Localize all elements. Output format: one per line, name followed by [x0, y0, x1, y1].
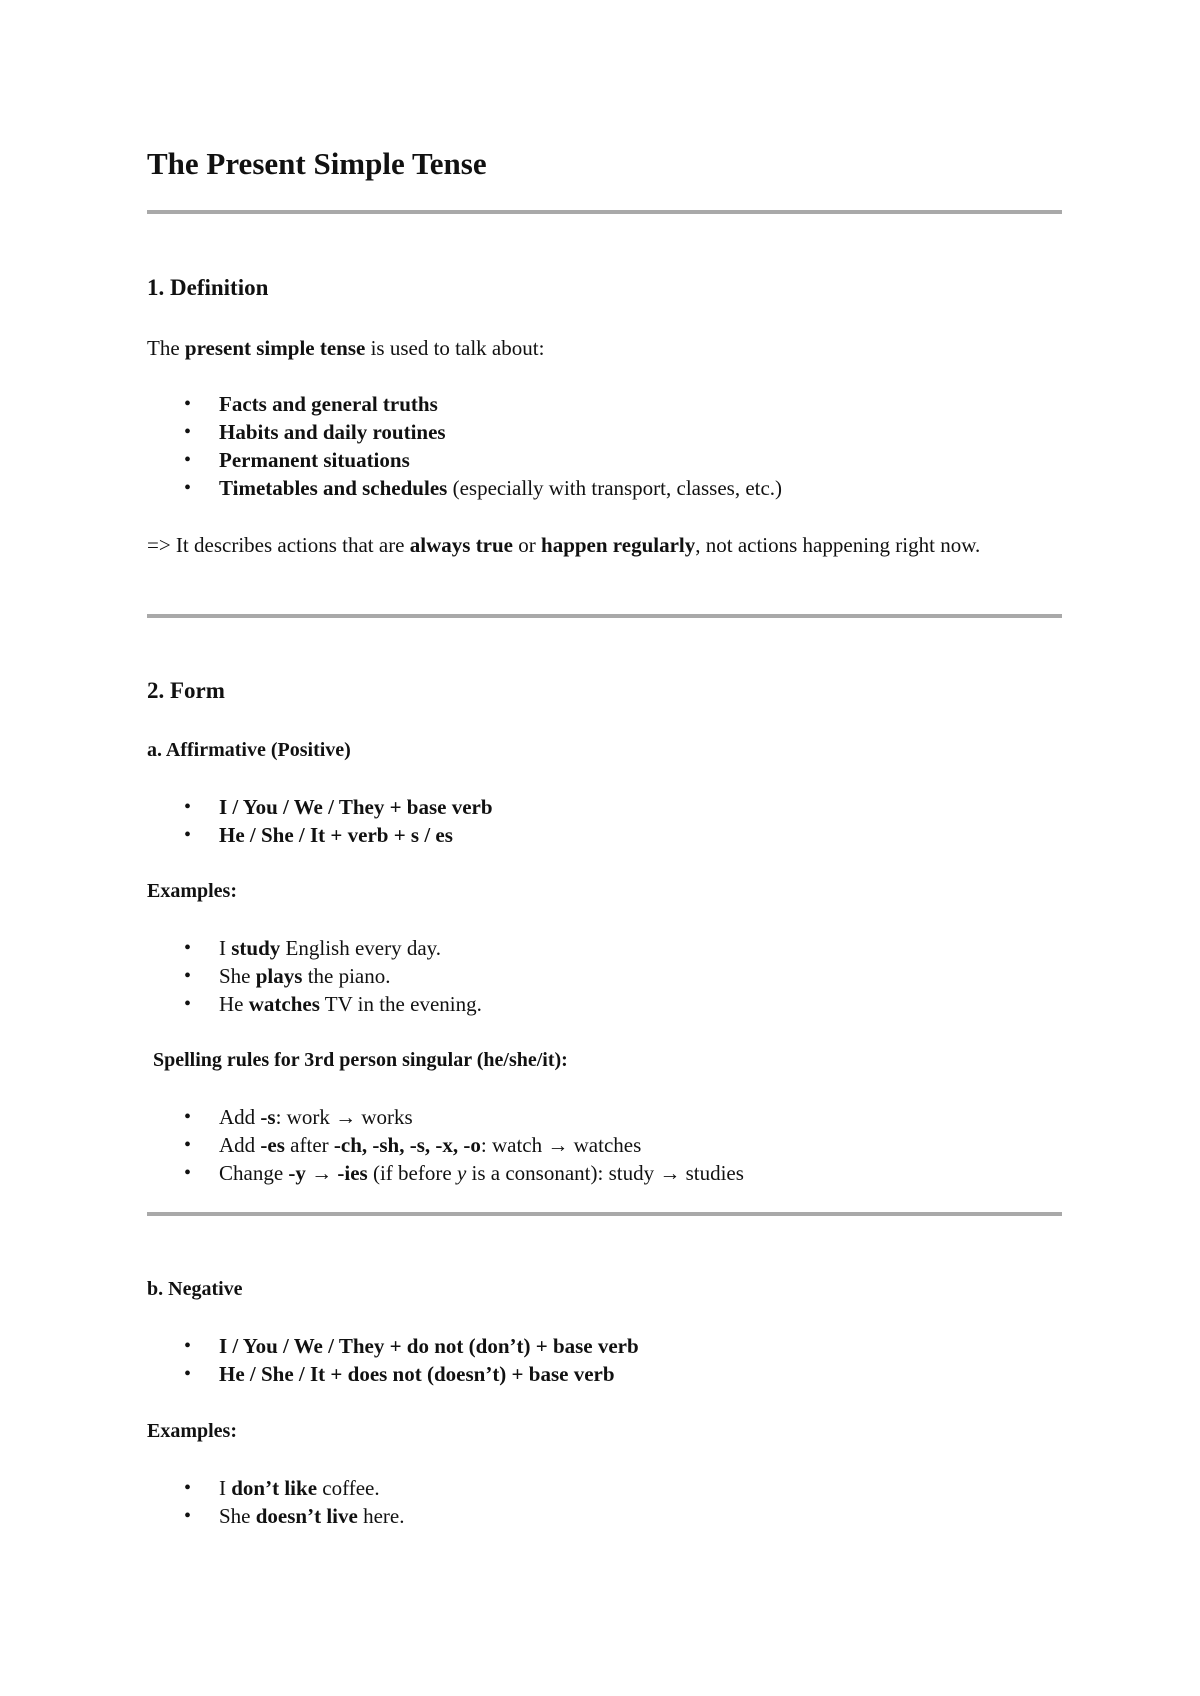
spelling-rules-heading: Spelling rules for 3rd person singular (he/she/it):	[153, 1049, 568, 1071]
list-item: • He / She / It + does not (doesn’t) + base verb	[147, 1360, 1062, 1388]
page-title: The Present Simple Tense	[147, 146, 487, 181]
list-item: • I / You / We / They + base verb	[147, 793, 1062, 821]
list-item: • Add -es after -ch, -sh, -s, -x, -o: watch → watches	[147, 1131, 1062, 1159]
examples-label: Examples:	[147, 1420, 237, 1442]
negative-examples-list	[147, 1474, 1062, 1530]
list-item: • Habits and daily routines	[147, 418, 1062, 446]
list-item: • I study English every day.	[147, 934, 1062, 962]
list-item: • Timetables and schedules (especially with transport, classes, etc.)	[147, 474, 1062, 502]
list-item: • Permanent situations	[147, 446, 1062, 474]
uses-list	[147, 390, 1062, 502]
definition-note: => It describes actions that are always true or happen regularly, not actions happening right now.	[147, 533, 981, 557]
divider	[147, 210, 1062, 214]
list-item: • She plays the piano.	[147, 962, 1062, 990]
list-item: • She doesn’t live here.	[147, 1502, 1062, 1530]
list-item: • Change -y → -ies (if before y is a consonant): study → studies	[147, 1159, 1062, 1187]
list-item: • Facts and general truths	[147, 390, 1062, 418]
examples-label: Examples:	[147, 880, 237, 902]
section-heading-definition: 1. Definition	[147, 275, 269, 300]
negative-rules-list	[147, 1332, 1062, 1388]
subheading-affirmative: a. Affirmative (Positive)	[147, 739, 351, 761]
section-heading-form: 2. Form	[147, 678, 225, 703]
affirmative-examples-list	[147, 934, 1062, 1018]
subheading-negative: b. Negative	[147, 1278, 243, 1300]
list-item: • Add -s: work → works	[147, 1103, 1062, 1131]
definition-intro: The present simple tense is used to talk about:	[147, 336, 545, 360]
affirmative-rules-list	[147, 793, 1062, 849]
divider	[147, 1212, 1062, 1216]
spelling-rules-list	[147, 1103, 1062, 1187]
list-item: • He watches TV in the evening.	[147, 990, 1062, 1018]
divider	[147, 614, 1062, 618]
list-item: • He / She / It + verb + s / es	[147, 821, 1062, 849]
list-item: • I / You / We / They + do not (don’t) + base verb	[147, 1332, 1062, 1360]
list-item: • I don’t like coffee.	[147, 1474, 1062, 1502]
